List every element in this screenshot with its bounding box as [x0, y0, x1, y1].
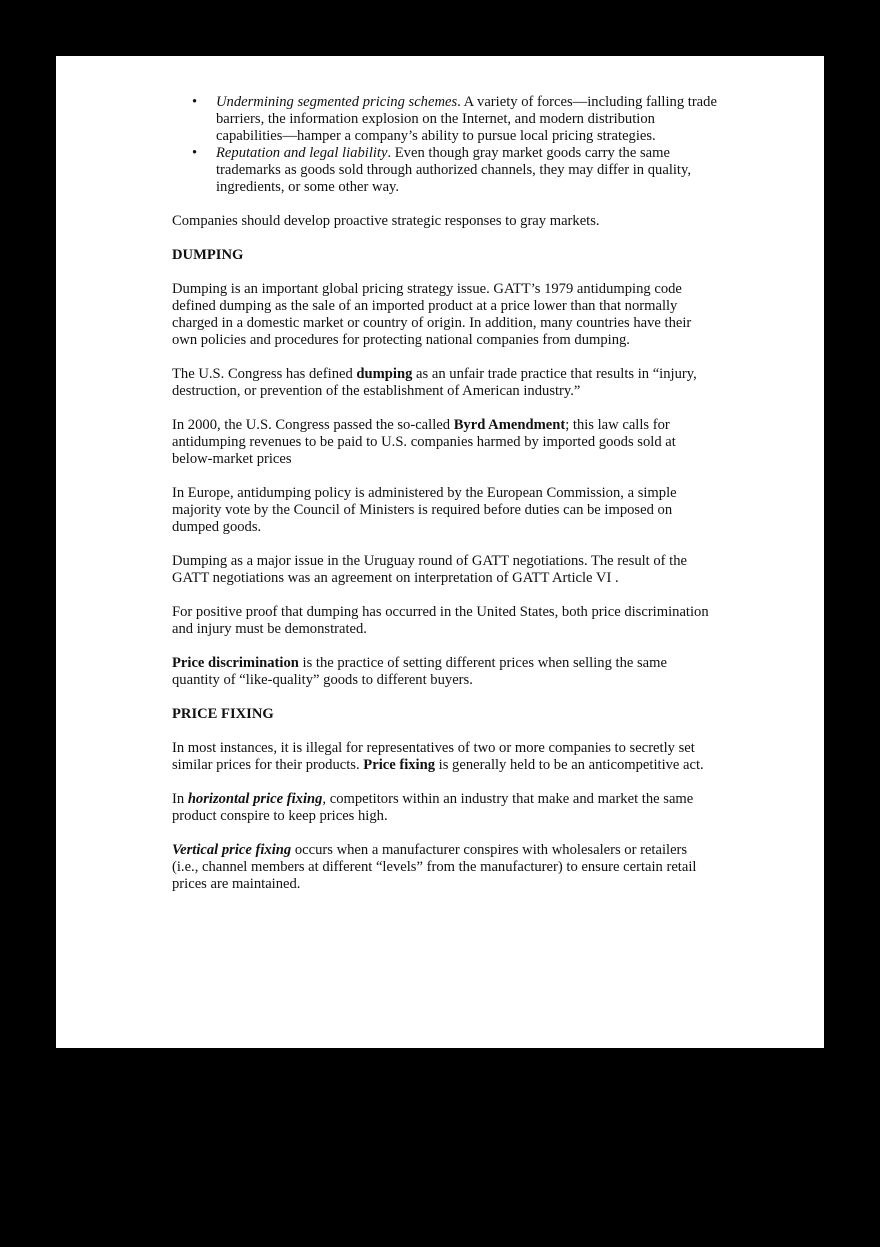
text: occurs when a manufacturer conspires with wholesalers or retailers (i.e., channel members at different “levels” from the manufacturer) to ensure certain retail prices are maintained. [172, 842, 697, 892]
bullet-icon: • [192, 94, 198, 110]
list-item [172, 145, 717, 196]
list-item [172, 94, 717, 145]
bullet-text: . A variety of forces—including falling trade barriers, the information explosion on the Internet, and modern distribution capabilities—hamper a company’s ability to pursue local pricing strategies. [216, 94, 717, 144]
paragraph-horizontal-price-fixing [172, 791, 717, 825]
text: The U.S. Congress has defined [172, 366, 357, 382]
bold-italic-term: horizontal price fixing [187, 791, 323, 807]
paragraph-vertical-price-fixing [172, 842, 717, 893]
paragraph-price-discrimination [172, 655, 717, 689]
text: as an unfair trade practice that results in “injury, destruction, or prevention of the establishment of American industry.” [172, 366, 697, 399]
text: , competitors within an industry that make and market the same product conspire to keep prices high. [172, 791, 694, 824]
paragraph-byrd-amendment [172, 417, 717, 468]
heading-dumping: DUMPING [172, 247, 244, 263]
bold-term: dumping [356, 366, 413, 382]
paragraph-dumping-definition: Dumping is an important global pricing strategy issue. GATT’s 1979 antidumping code defined dumping as the sale of an imported product at a price lower than that normally charged in a domestic market or country of origin. In addition, many countries have their own policies and procedures for protecting national companies from dumping. [172, 281, 692, 348]
paragraph-positive-proof: For positive proof that dumping has occurred in the United States, both price discrimination and injury must be demonstrated. [172, 604, 709, 637]
paragraph-us-congress [172, 366, 717, 400]
bullet-term: Undermining segmented pricing schemes [216, 94, 458, 110]
paragraph-price-fixing [172, 740, 717, 774]
text: In 2000, the U.S. Congress passed the so-called [172, 417, 454, 433]
paragraph-gray-markets: Companies should develop proactive strategic responses to gray markets. [172, 213, 600, 229]
text: ; this law calls for antidumping revenues to be paid to U.S. companies harmed by imported goods sold at below-market prices [172, 417, 676, 467]
paragraph-europe: In Europe, antidumping policy is administered by the European Commission, a simple majority vote by the Council of Ministers is required before duties can be imposed on dumped goods. [172, 485, 677, 535]
text: In [172, 791, 188, 807]
text: is generally held to be an anticompetitive act. [435, 757, 704, 773]
bold-term: Byrd Amendment [453, 417, 566, 433]
text: In most instances, it is illegal for representatives of two or more companies to secretly set similar prices for their products. [172, 740, 695, 773]
bullet-term: Reputation and legal liability [216, 145, 388, 161]
bold-term: Price fixing [363, 757, 436, 773]
bold-italic-term: Vertical price fixing [172, 842, 292, 858]
page-content [172, 94, 717, 910]
bullet-text: . Even though gray market goods carry the same trademarks as goods sold through authorized channels, they may differ in quality, ingredients, or some other way. [216, 145, 691, 195]
text: is the practice of setting different prices when selling the same quantity of “like-quality” goods to different buyers. [172, 655, 667, 688]
document-page [56, 56, 824, 1048]
bullet-list [172, 94, 717, 196]
bullet-icon: • [192, 145, 198, 161]
bold-term: Price discrimination [172, 655, 299, 671]
heading-price-fixing: PRICE FIXING [172, 706, 274, 722]
paragraph-uruguay-round: Dumping as a major issue in the Uruguay round of GATT negotiations. The result of the GATT negotiations was an agreement on interpretation of GATT Article VI . [172, 553, 688, 586]
